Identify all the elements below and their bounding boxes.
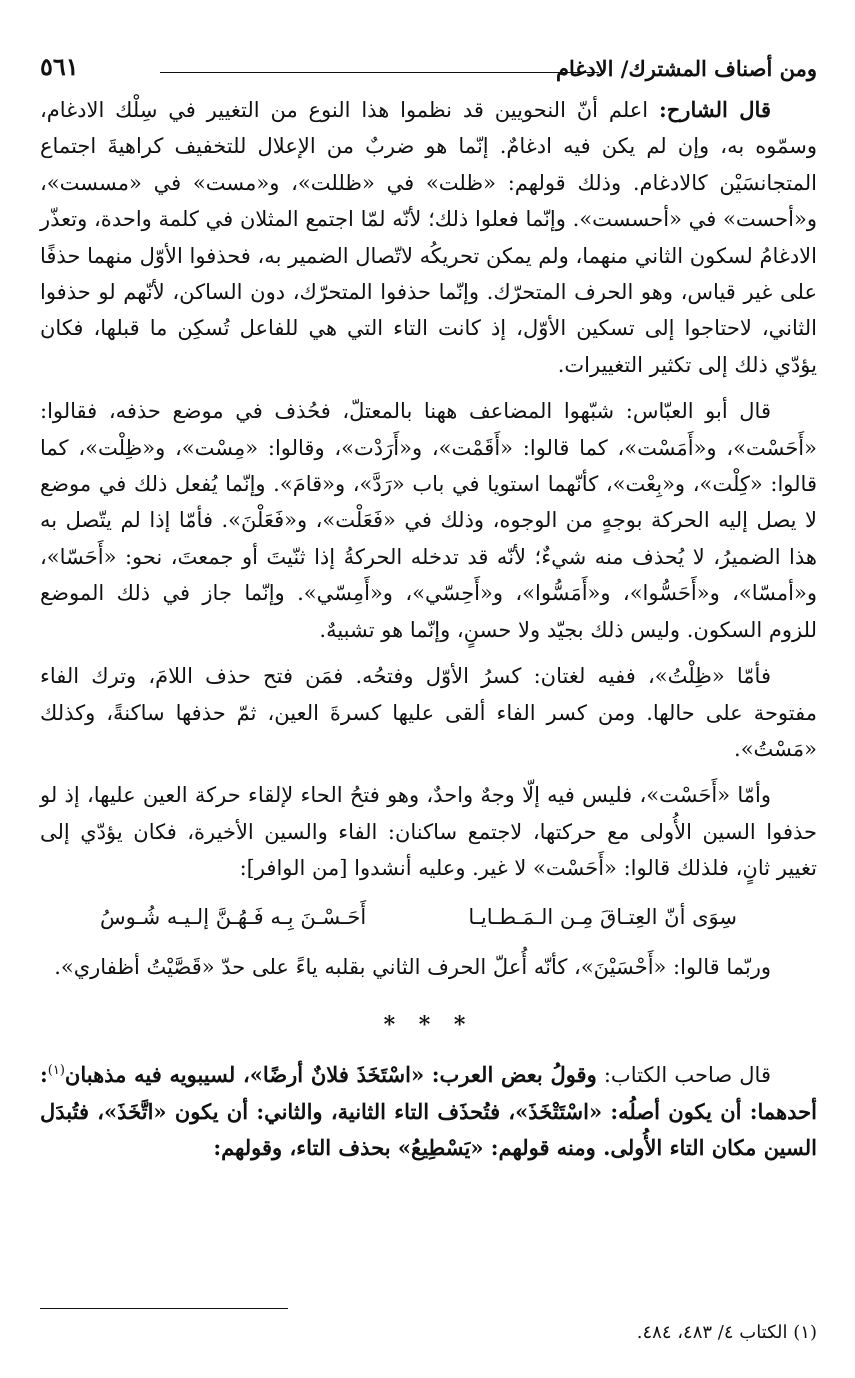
paragraph-text: وأمّا «أَحَسْت»، فليس فيه إلّا وجهٌ واحدٌ، وهو فتحُ الحاء لإلقاء حركة العين عليها، إذ لو حذفوا السين الأُولى مع حركتها، لاجتمع ساكنان: الفاء والسين الأخيرة، فكان يؤدّي إلى تغيير ثانٍ، فلذلك قالوا: «أَحَسْت» لا غير. وعليه أنشدوا [من الوافر]: [40, 783, 817, 881]
section-separator: * * * [383, 1011, 474, 1038]
book-quote-rest: : أحدهما: أن يكون أصلُه: «اسْتَتْخَذَ»، فتُحذَف التاء الثانية، والثاني: أن يكون «اتَّخَذَ»، فتُبدَل السين مكان التاء الأُولى. ومنه قولهم: «يَسْطِيعُ» بحذف التاء، وقولهم: [40, 1062, 817, 1161]
commentator-label: قال الشارح: [659, 97, 771, 122]
header-rule [160, 72, 599, 73]
footnote: (١) الكتاب ٤/ ٤٨٣، ٤٨٤. [636, 1322, 817, 1343]
footnote-reference: (١) [47, 1063, 65, 1079]
book-intro: قال صاحب الكتاب: [596, 1063, 771, 1088]
abu-abbas-paragraph [40, 393, 817, 648]
paragraph-text: فأمّا «ظِلْتُ»، ففيه لغتان: كسرُ الأوّل وفتحُه. فمَن فتح حذف اللامَ، وترك الفاء مفتوحة على حالها. ومن كسر الفاء ألقى عليها كسرةَ العين، ثمّ حذفها ساكنةً، وكذلك «مَسْتُ». [40, 664, 817, 761]
page-body [40, 92, 817, 1177]
book-text-paragraph [40, 1053, 817, 1166]
zilt-paragraph [40, 658, 817, 767]
paragraph-text: اعلم أنّ النحويين قد نظموا هذا النوع من التغيير في سِلْك الادغام، وسمّوه به، وإن لم يكن فيه ادغامٌ. إنّما هو ضربٌ من الإعلال للتخفيف كراهيةَ اجتماع المتجانسَيْن كالادغام. وذلك قولهم: «ظلت» في «ظللت»، و«مست» في «مسست»، و«أحست» في «أحسست». وإنّما فعلوا ذلك؛ لأنّه لمّا اجتمع المثلان في كلمة واحدة، وتعذّر الادغامُ لسكون الثاني منهما، ولم يمكن تحريكُه لاتّصال الضمير به، فحذفوا الأوّل منهما حذفًا على غير قياس، وهو الحرف المتحرّك. وإنّما حذفوا المتحرّك، دون الساكن، لأنّهم لو حذفوا الثاني، لاحتاجوا إلى تسكين الأوّل، إذ كانت التاء التي هي للفاعل تُسكِن ما قبلها، فكان يؤدّي ذلك إلى تكثير التغييرات. [40, 98, 817, 377]
book-quote: وقولُ بعض العرب: «اسْتَخَذَ فلانٌ أرضًا»، لسيبويه فيه مذهبان [64, 1062, 597, 1088]
verse-second-hemistich: أَحَـسْـنَ بِـه فَـهُـنَّ إلـيـه شُـوسُ [100, 904, 367, 929]
page-header [40, 50, 817, 88]
paragraph-text: وربّما قالوا: «أَحْسَيْنَ»، كأنّه أُعلّ الحرف الثاني بقلبه ياءً على حدّ «قَصَّيْتُ أظفاري». [54, 954, 771, 979]
poetry-verse [40, 897, 817, 941]
commentary-paragraph [40, 92, 817, 383]
verse-first-hemistich: سِوَى أنّ العِتـاقَ مِـن الـمَـطـايـا [468, 904, 737, 929]
page-number: ٥٦١ [40, 52, 79, 81]
after-verse-paragraph [40, 949, 817, 985]
running-title: ومن أصناف المشترك/ الادغام [555, 56, 817, 81]
footnote-rule [40, 1308, 288, 1309]
paragraph-text: قال أبو العبّاس: شبّهوا المضاعف ههنا بالمعتلّ، فحُذف في موضع حذفه، فقالوا: «أَحَسْت»، و«أَمَسْت»، كما قالوا: «أَقَمْت»، و«أَرَدْت»، وقالوا: «مِسْت»، و«ظِلْت»، كما قالوا: «كِلْت»، و«بِعْت»، كأنّهما استويا في باب «رَدَّ»، و«قامَ». وإنّما يُفعل ذلك في موضع لا يصل إليه الحركة بوجهٍ من الوجوه، وذلك في «فَعَلْت»، و«فَعَلْنَ». فأمّا إذا لم يتّصل به هذا الضميرُ، لا يُحذف منه شيءٌ؛ لأنّه قد تدخله الحركةُ إذا ثنّيتَ أو جمعتَ، نحو: «أَحَسّا»، و«أمسّا»، و«أَحَسُّوا»، و«أَمَسُّوا»، و«أَحِسّي»، و«أَمِسّي». وإنّما جاز في ذلك الموضع للزوم السكون. وليس ذلك بجيّد ولا حسنٍ، وإنّما هو تشبيهٌ. [40, 399, 817, 642]
ahast-paragraph [40, 777, 817, 886]
